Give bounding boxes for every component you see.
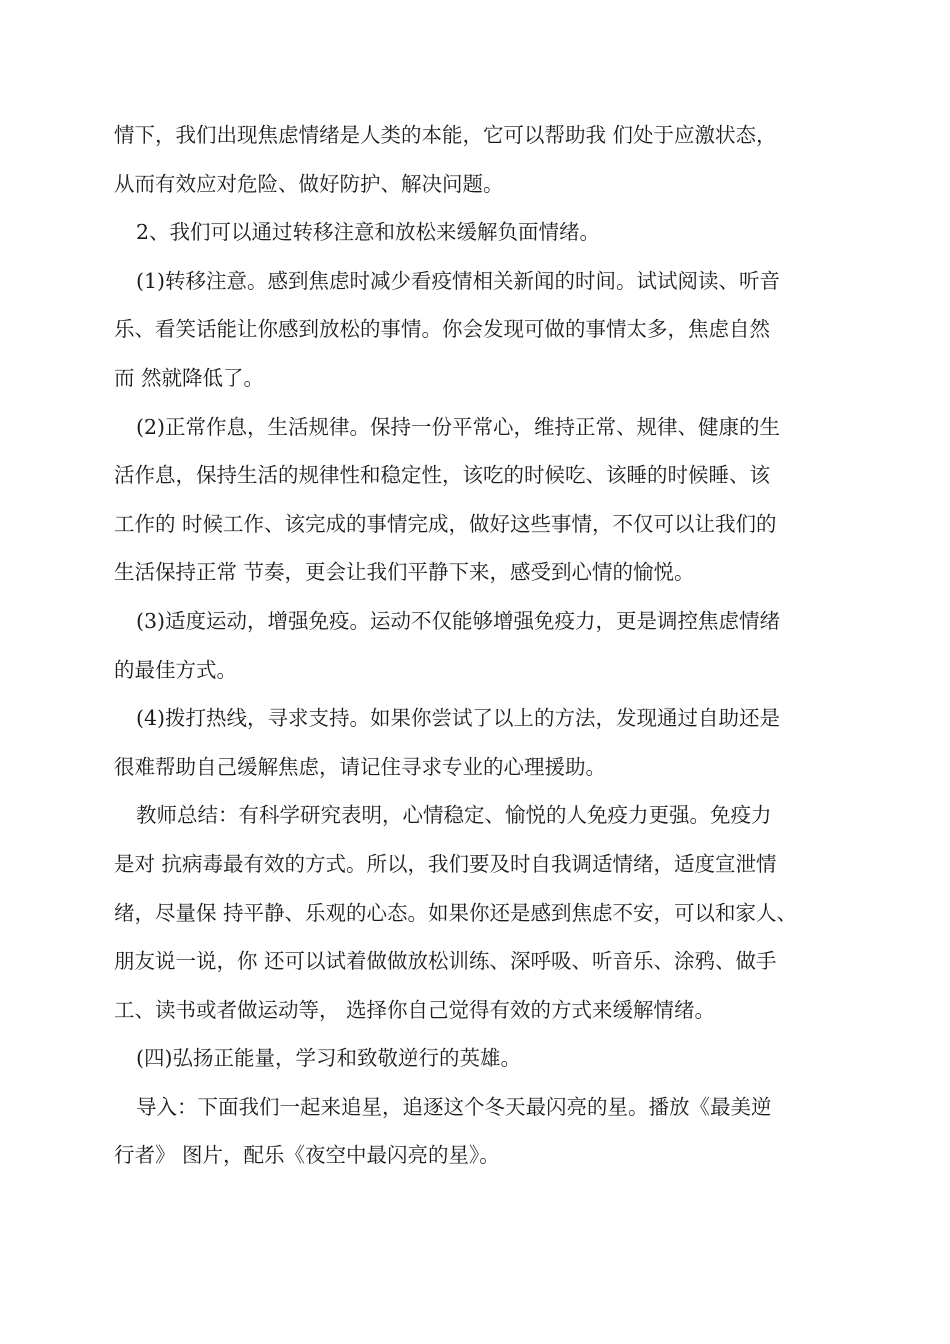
text-line: 行者》 图片，配乐《夜空中最闪亮的星》。 — [114, 1143, 500, 1168]
text-line: 是对 抗病毒最有效的方式。所以，我们要及时自我调适情绪，适度宣泄情 — [114, 851, 777, 876]
text-line: 的最佳方式。 — [114, 657, 237, 682]
text-line: 情下，我们出现焦虑情绪是人类的本能，它可以帮助我 们处于应激状态， — [114, 123, 777, 147]
text-line: 乐、看笑话能让你感到放松的事情。你会发现可做的事情太多，焦虑自然 — [114, 317, 770, 342]
text-line: 生活保持正常 节奏，更会让我们平静下来，感受到心情的愉悦。 — [114, 560, 695, 585]
document-body — [114, 111, 844, 1180]
text-line: 活作息，保持生活的规律性和稳定性，该吃的时候吃、该睡的时候睡、该 — [114, 463, 770, 488]
text-line: (1)转移注意。感到焦虑时减少看疫情相关新闻的时间。试试阅读、听音 — [136, 268, 781, 293]
text-line: 朋友说一说，你 还可以试着做做放松训练、深呼吸、听音乐、涂鸦、做手 — [114, 949, 777, 974]
text-line: 绪，尽量保 持平静、乐观的心态。如果你还是感到焦虑不安，可以和家人、 — [114, 900, 798, 925]
text-line: 而 然就降低了。 — [114, 365, 265, 390]
text-line: (4)拨打热线，寻求支持。如果你尝试了以上的方法，发现通过自助还是 — [136, 706, 781, 731]
text-line: 2、我们可以通过转移注意和放松来缓解负面情绪。 — [136, 220, 601, 245]
text-line: 工作的 时候工作、该完成的事情完成，做好这些事情，不仅可以让我们的 — [114, 511, 777, 536]
text-line: 导入：下面我们一起来追星，追逐这个冬天最闪亮的星。播放《最美逆 — [136, 1094, 772, 1119]
text-line: (2)正常作息，生活规律。保持一份平常心，维持正常、规律、健康的生 — [136, 414, 781, 439]
text-line: 工、读书或者做运动等， 选择你自己觉得有效的方式来缓解情绪。 — [114, 997, 716, 1022]
text-line: 很难帮助自己缓解焦虑，请记住寻求专业的心理援助。 — [114, 754, 606, 779]
text-line: 教师总结：有科学研究表明，心情稳定、愉悦的人免疫力更强。免疫力 — [136, 803, 772, 828]
text-line: (3)适度运动，增强免疫。运动不仅能够增强免疫力，更是调控焦虑情绪 — [136, 608, 781, 633]
text-line: (四)弘扬正能量，学习和致敬逆行的英雄。 — [136, 1046, 521, 1071]
text-line: 从而有效应对危险、做好防护、解决问题。 — [114, 171, 504, 196]
